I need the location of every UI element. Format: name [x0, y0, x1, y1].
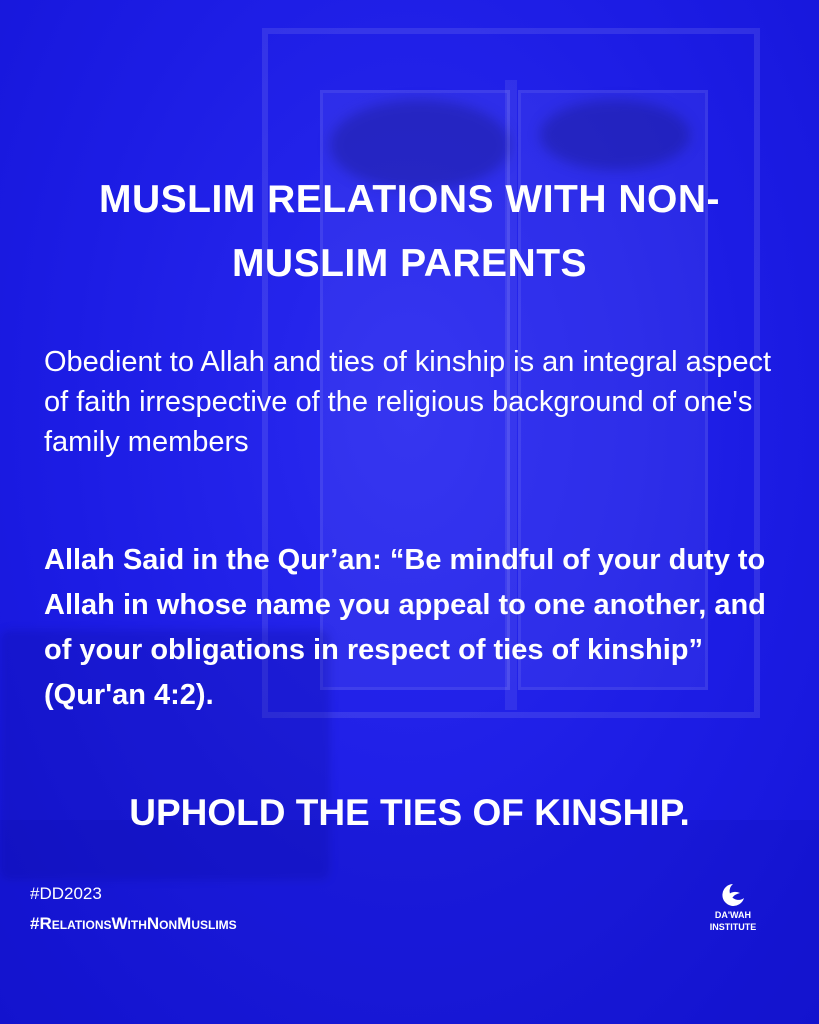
hashtag-relations: #RelationsWithNonMuslims: [30, 914, 237, 933]
foliage-shadow: [540, 100, 690, 170]
logo-line1: DA'WAH: [714, 910, 752, 920]
logo-line2: INSTITUTE: [709, 922, 757, 932]
intro-text: Obedient to Allah and ties of kinship is an integral aspect of faith irrespective of the religious background of one's family members: [44, 346, 772, 458]
quran-quote: Allah Said in the Qur’an: “Be mindful of your duty to Allah in whose name you appeal to one another, and of your obligations in respect of ties of kinship” (Qur'an 4:2).: [44, 544, 766, 711]
page-title: MUSLIM RELATIONS WITH NON-MUSLIM PARENTS: [98, 178, 721, 285]
crescent-bird-icon: [719, 882, 747, 908]
hashtag-dd2023: #DD2023: [30, 884, 102, 903]
dawah-institute-logo: [698, 882, 768, 932]
call-to-action: UPHOLD THE TIES OF KINSHIP.: [129, 792, 690, 833]
